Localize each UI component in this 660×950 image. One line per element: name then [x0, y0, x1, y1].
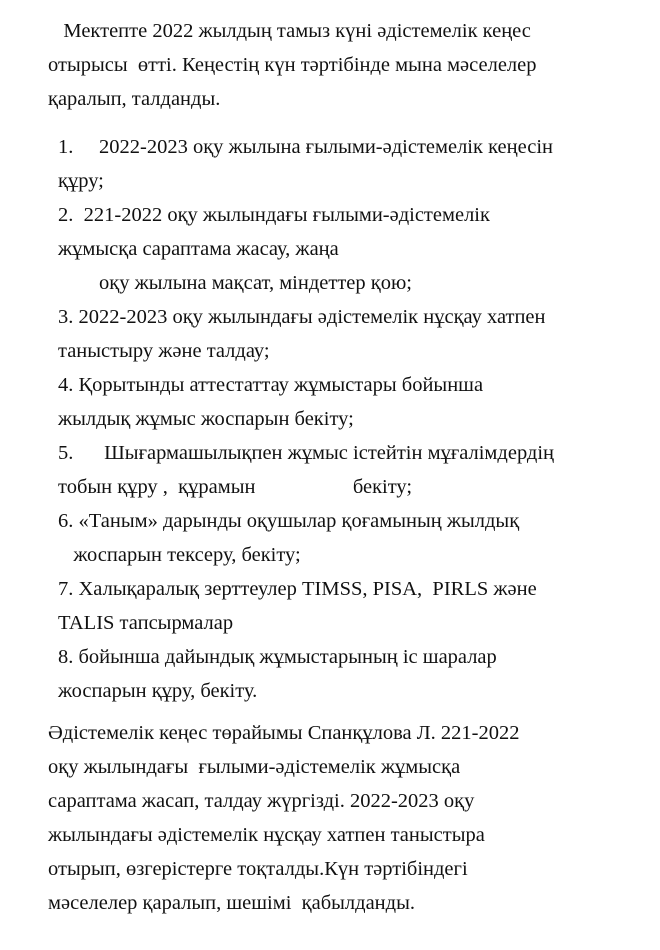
agenda-item-line: 1. 2022-2023 оқу жылына ғылыми-әдістемелік кеңесін [58, 136, 553, 158]
agenda-item-line: 7. Халықаралық зерттеулер TIMSS, PISA, PIRLS және [58, 578, 537, 600]
agenda-item-line: 2. 221-2022 оқу жылындағы ғылыми-әдістемелік [58, 204, 490, 226]
intro-line: Мектепте 2022 жылдың тамыз күні әдістемелік кеңес [48, 20, 531, 42]
closing-line: оқу жылындағы ғылыми-әдістемелік жұмысқа [48, 756, 461, 778]
agenda-item-line: жоспарын тексеру, бекіту; [58, 544, 301, 566]
closing-line: отырып, өзгерістерге тоқталды.Күн тәртібіндегі [48, 858, 468, 880]
agenda-item-line: жылдық жұмыс жоспарын бекіту; [58, 408, 354, 430]
closing-line: мәселелер қаралып, шешімі қабылданды. [48, 892, 415, 914]
agenda-item-line: TALIS тапсырмалар [58, 612, 234, 634]
agenda-list [58, 130, 648, 708]
agenda-item-line: тобын құру , құрамын бекіту; [58, 476, 413, 498]
closing-line: Әдістемелік кеңес төрайымы Спанқұлова Л. 221-2022 [48, 722, 520, 744]
agenda-item-line: 4. Қорытынды аттестаттау жұмыстары бойынша [58, 374, 484, 396]
agenda-item-line: 5. Шығармашылықпен жұмыс істейтін мұғалімдердің [58, 442, 555, 464]
intro-line: қаралып, талданды. [48, 88, 221, 110]
agenda-item-line: құру; [58, 170, 104, 192]
closing-line: жылындағы әдістемелік нұсқау хатпен таныстыра [48, 824, 485, 846]
intro-line: отырысы өтті. Кеңестің күн тәртібінде мына мәселелер [48, 54, 537, 76]
agenda-item-line: оқу жылына мақсат, міндеттер қою; [58, 272, 412, 294]
agenda-item-line: 8. бойынша дайындық жұмыстарының іс шаралар [58, 646, 497, 668]
agenda-item-line: 3. 2022-2023 оқу жылындағы әдістемелік нұсқау хатпен [58, 306, 546, 328]
agenda-item-line: 6. «Таным» дарынды оқушылар қоғамының жылдық [58, 510, 520, 532]
agenda-item-line: жұмысқа сараптама жасау, жаңа [58, 238, 339, 260]
agenda-item-line: жоспарын құру, бекіту. [58, 680, 258, 702]
intro-paragraph [48, 14, 648, 116]
closing-line: сараптама жасап, талдау жүргізді. 2022-2023 оқу [48, 790, 475, 812]
closing-paragraph [48, 716, 648, 920]
agenda-item-line: таныстыру және талдау; [58, 340, 270, 362]
